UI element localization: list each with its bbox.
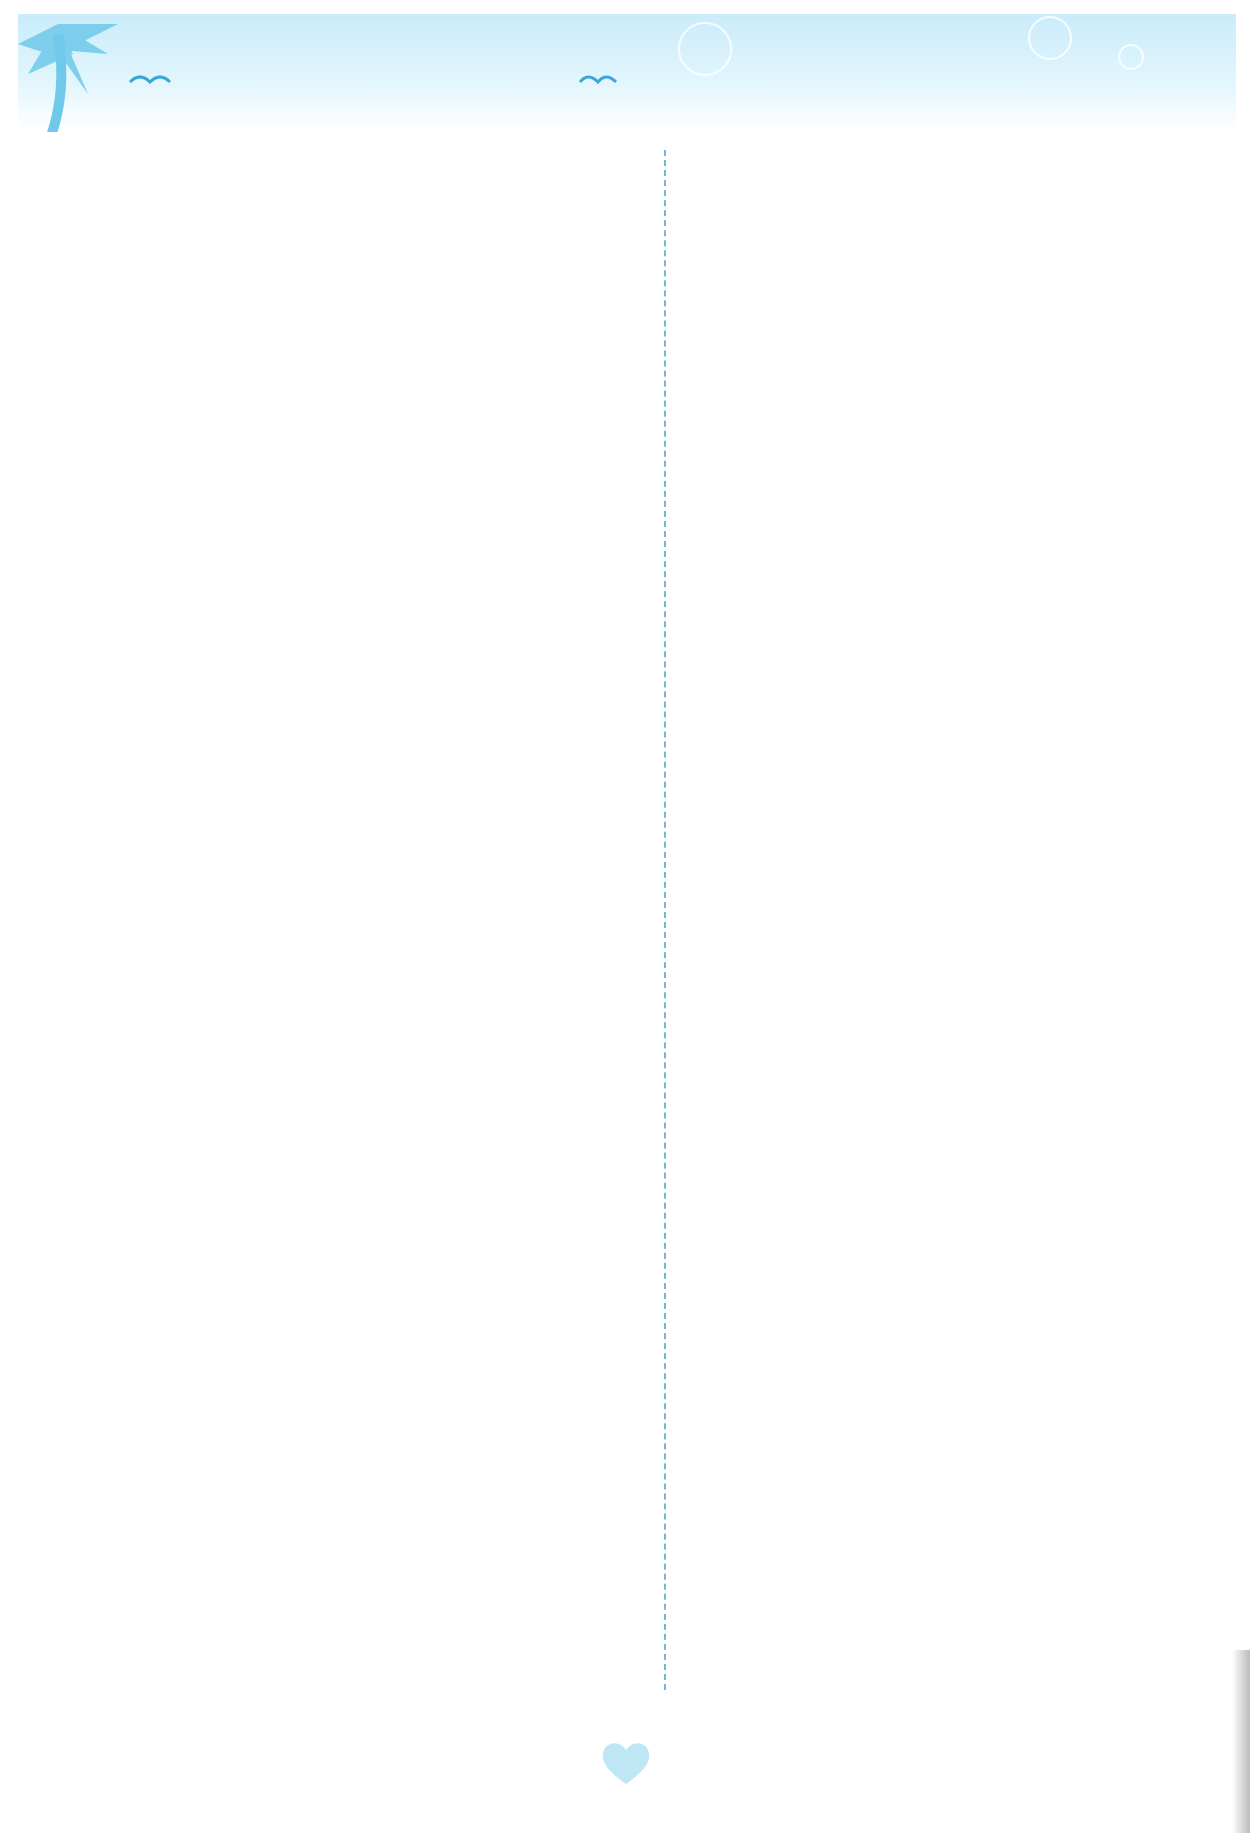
chart-weight bbox=[162, 1062, 652, 1272]
chart-score-line bbox=[200, 1416, 670, 1646]
chart-class-compare bbox=[688, 324, 1178, 539]
chart-practice4 bbox=[688, 840, 1178, 1045]
header-banner bbox=[18, 14, 1236, 132]
palm-tree-icon bbox=[18, 14, 218, 132]
page-fold bbox=[1232, 1650, 1250, 1833]
chart-height bbox=[688, 1342, 1178, 1592]
header-subject bbox=[172, 78, 265, 104]
chart-jump-score bbox=[162, 718, 642, 923]
left-column bbox=[158, 150, 648, 771]
bird-icon bbox=[578, 70, 618, 90]
page-number-heart bbox=[598, 1738, 654, 1788]
